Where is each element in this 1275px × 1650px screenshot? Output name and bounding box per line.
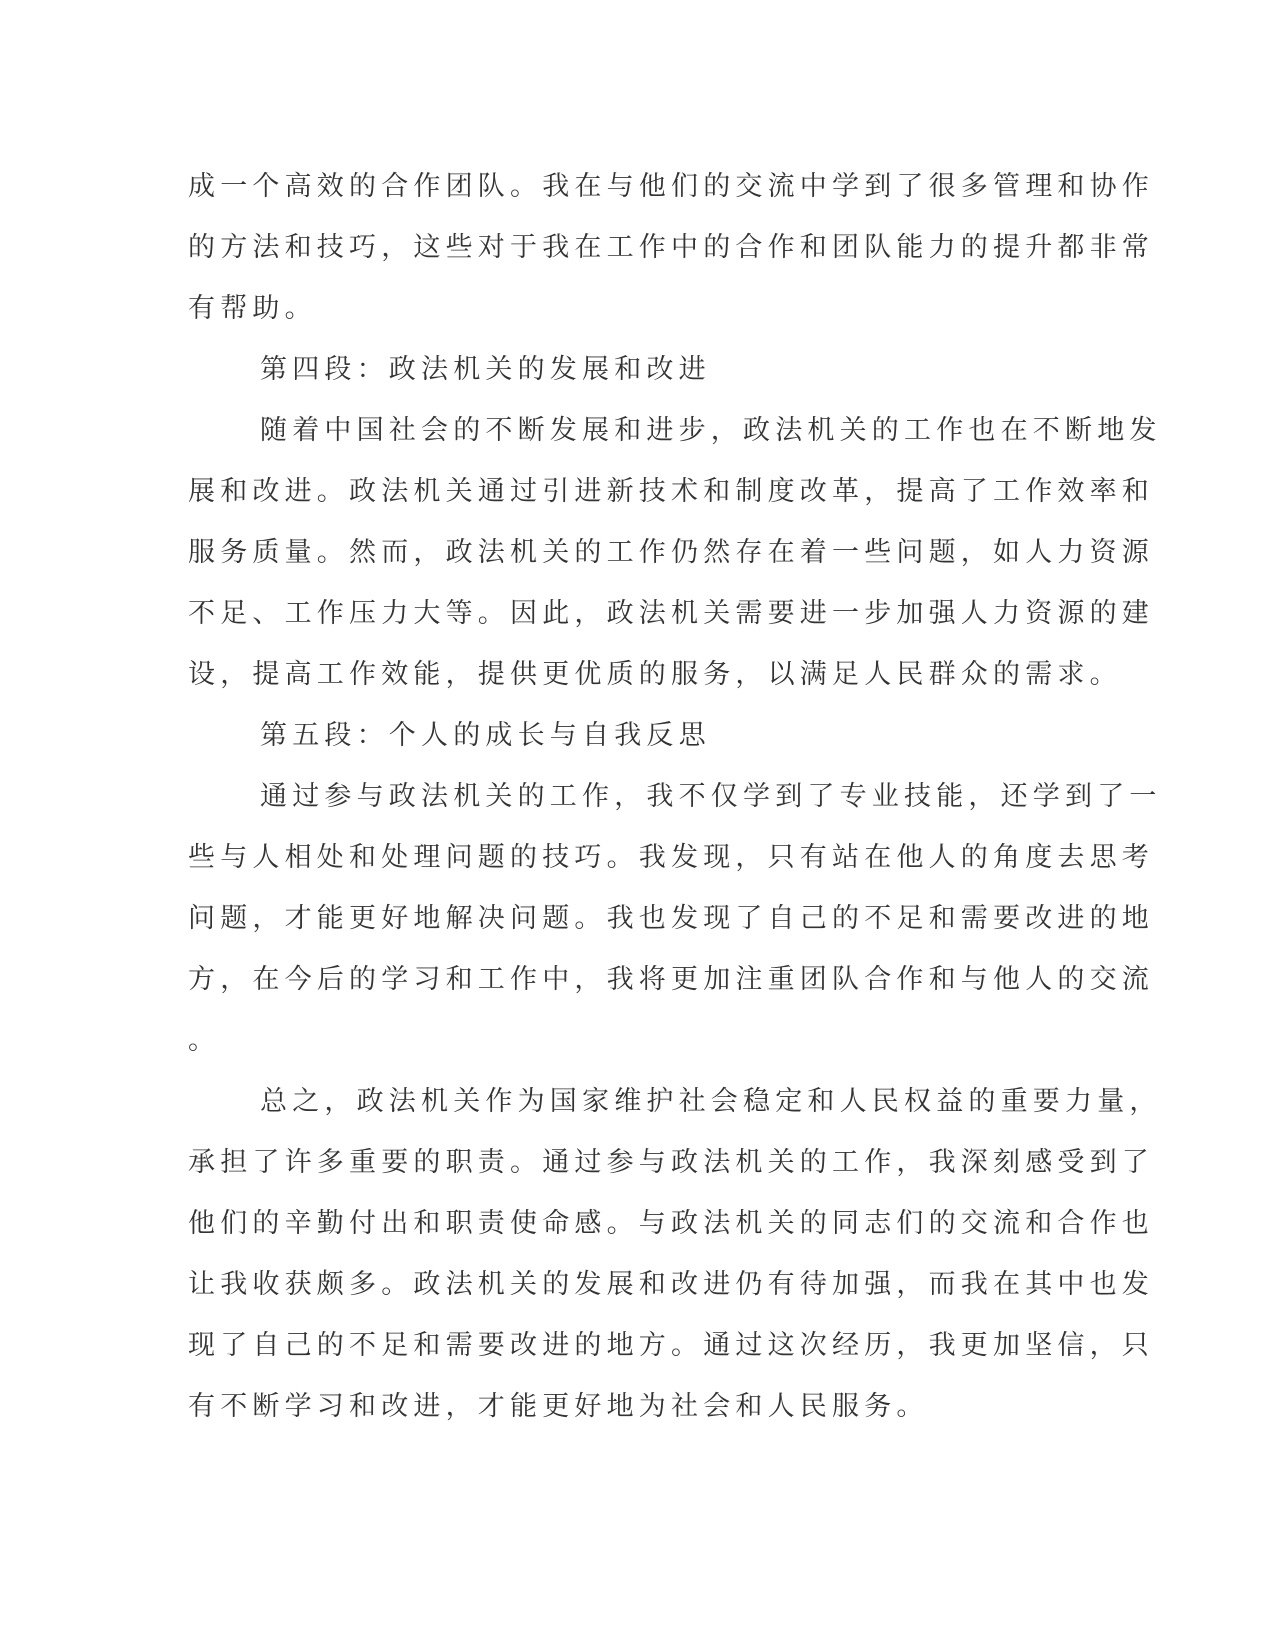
text-line: 总之，政法机关作为国家维护社会稳定和人民权益的重要力量， xyxy=(260,1086,1162,1117)
text-line: 服务质量。然而，政法机关的工作仍然存在着一些问题，如人力资源 xyxy=(188,537,1154,568)
section-heading: 第四段：政法机关的发展和改进 xyxy=(260,354,711,385)
text-line: 通过参与政法机关的工作，我不仅学到了专业技能，还学到了一 xyxy=(260,781,1162,812)
text-line: 他们的辛勤付出和职责使命感。与政法机关的同志们的交流和合作也 xyxy=(188,1208,1154,1239)
text-line: 承担了许多重要的职责。通过参与政法机关的工作，我深刻感受到了 xyxy=(188,1147,1154,1178)
text-line: 成一个高效的合作团队。我在与他们的交流中学到了很多管理和协作 xyxy=(188,171,1154,202)
section-heading: 第五段：个人的成长与自我反思 xyxy=(260,720,711,751)
text-line: 有帮助。 xyxy=(188,293,317,324)
text-line: 。 xyxy=(188,1025,221,1056)
body-text xyxy=(188,156,1162,1437)
text-line: 设，提高工作效能，提供更优质的服务，以满足人民群众的需求。 xyxy=(188,659,1122,690)
text-line: 随着中国社会的不断发展和进步，政法机关的工作也在不断地发 xyxy=(260,415,1162,446)
text-line: 问题，才能更好地解决问题。我也发现了自己的不足和需要改进的地 xyxy=(188,903,1154,934)
text-line: 不足、工作压力大等。因此，政法机关需要进一步加强人力资源的建 xyxy=(188,598,1154,629)
text-line: 的方法和技巧，这些对于我在工作中的合作和团队能力的提升都非常 xyxy=(188,232,1154,263)
text-line: 方，在今后的学习和工作中，我将更加注重团队合作和与他人的交流 xyxy=(188,964,1154,995)
text-line: 展和改进。政法机关通过引进新技术和制度改革，提高了工作效率和 xyxy=(188,476,1154,507)
text-line: 现了自己的不足和需要改进的地方。通过这次经历，我更加坚信，只 xyxy=(188,1330,1154,1361)
text-line: 些与人相处和处理问题的技巧。我发现，只有站在他人的角度去思考 xyxy=(188,842,1154,873)
text-line: 有不断学习和改进，才能更好地为社会和人民服务。 xyxy=(188,1391,929,1422)
text-line: 让我收获颇多。政法机关的发展和改进仍有待加强，而我在其中也发 xyxy=(188,1269,1154,1300)
